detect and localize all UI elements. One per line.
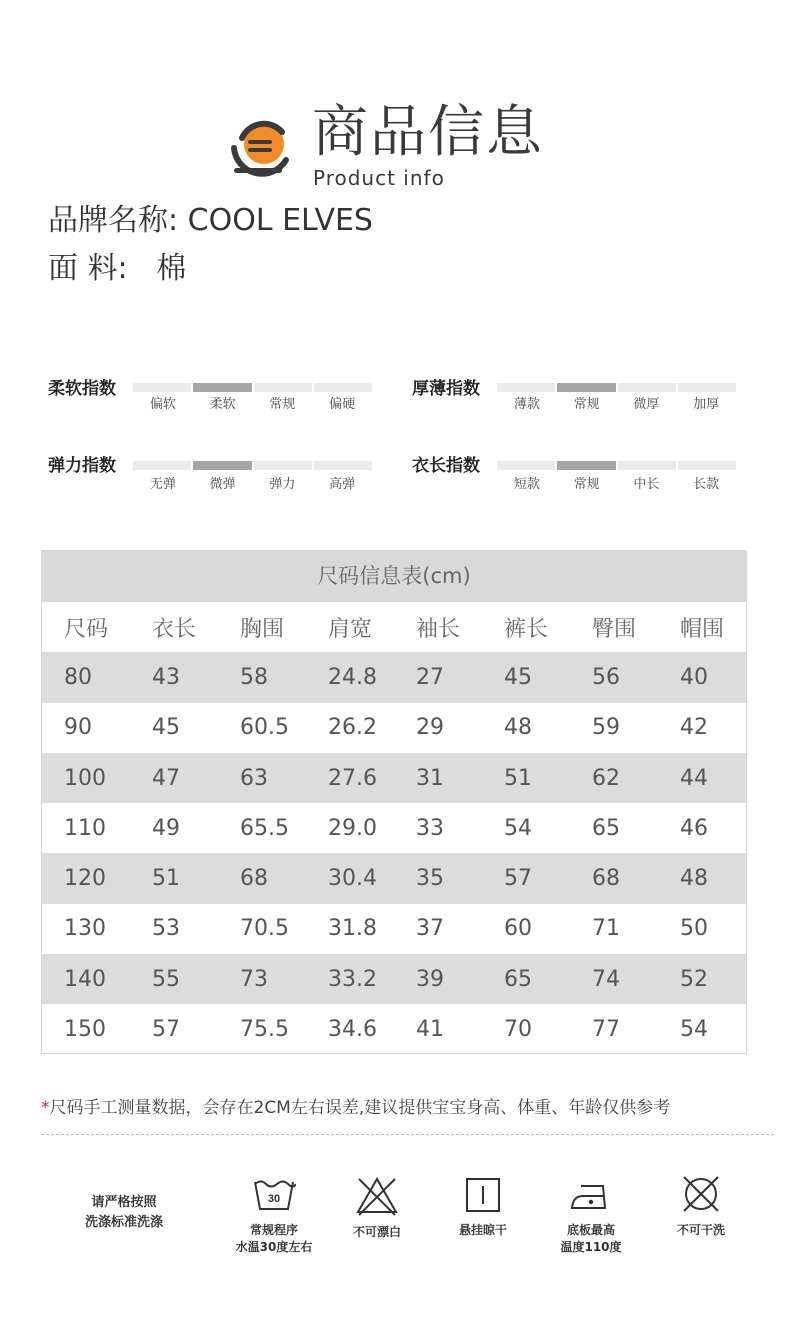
table-row <box>42 753 746 803</box>
measure-cell: 31 <box>416 765 444 791</box>
measure-cell: 27 <box>416 664 444 690</box>
measure-cell: 39 <box>416 966 444 992</box>
measure-cell: 29 <box>416 715 444 741</box>
thickness-index-bar <box>497 383 736 392</box>
measure-cell: 63 <box>240 765 268 791</box>
column-header: 胸围 <box>240 616 285 642</box>
thickness-option: 常规 <box>573 397 600 412</box>
column-header: 肩宽 <box>328 616 373 642</box>
measure-cell: 59 <box>592 715 620 741</box>
thickness-segment-selected <box>557 383 615 392</box>
column-header: 衣长 <box>152 616 197 642</box>
elasticity-segment <box>314 461 372 470</box>
measure-cell: 57 <box>152 1017 180 1043</box>
care-label-line: 底板最高 <box>566 1223 615 1237</box>
table-row <box>42 803 746 853</box>
elasticity-index-title: 弹力指数 <box>48 456 116 476</box>
elasticity-option: 弹力 <box>269 477 296 492</box>
measure-cell: 46 <box>680 815 708 841</box>
elasticity-segment-selected <box>193 461 251 470</box>
size-cell: 140 <box>64 966 106 992</box>
care-item-dry-clean <box>646 1172 756 1239</box>
table-row <box>42 954 746 1004</box>
column-header: 袖长 <box>416 616 461 642</box>
length-segment-selected <box>557 461 615 470</box>
size-cell: 100 <box>64 765 106 791</box>
care-label <box>219 1222 329 1256</box>
elasticity-index-labels <box>133 477 372 493</box>
size-cell: 150 <box>64 1017 106 1043</box>
size-table-body <box>42 652 746 1054</box>
softness-segment <box>314 383 372 392</box>
wash-temp-number: 30 <box>267 1193 281 1205</box>
thickness-option: 加厚 <box>693 397 720 412</box>
measure-cell: 57 <box>504 866 532 892</box>
table-row <box>42 904 746 954</box>
elasticity-option: 无弹 <box>149 477 176 492</box>
measure-cell: 68 <box>240 866 268 892</box>
measure-cell: 70 <box>504 1017 532 1043</box>
brand-label: 品牌名称: <box>48 203 179 238</box>
measure-cell: 70.5 <box>240 916 289 942</box>
measure-cell: 51 <box>504 765 532 791</box>
measure-cell: 60.5 <box>240 715 289 741</box>
size-table <box>41 550 747 1054</box>
softness-option: 偏硬 <box>329 397 356 412</box>
measure-cell: 50 <box>680 916 708 942</box>
care-label <box>646 1222 756 1239</box>
column-header: 帽围 <box>680 616 725 642</box>
length-option: 长款 <box>693 477 720 492</box>
measure-cell: 42 <box>680 715 708 741</box>
measure-cell: 34.6 <box>328 1017 377 1043</box>
length-index-labels <box>497 477 736 493</box>
column-header: 臀围 <box>592 616 637 642</box>
softness-option: 偏软 <box>149 397 176 412</box>
size-cell: 130 <box>64 916 106 942</box>
measure-cell: 65 <box>504 966 532 992</box>
measure-cell: 62 <box>592 765 620 791</box>
hang-dry-icon <box>463 1176 503 1214</box>
size-cell: 120 <box>64 866 106 892</box>
softness-index-labels <box>133 397 372 413</box>
softness-index-title: 柔软指数 <box>48 379 116 399</box>
dotted-divider <box>41 1134 774 1135</box>
elasticity-index-bar <box>133 461 372 470</box>
elasticity-option: 微弹 <box>209 477 236 492</box>
note-asterisk: * <box>41 1098 50 1118</box>
softness-option: 柔软 <box>209 397 236 412</box>
softness-segment <box>133 383 191 392</box>
no-bleach-icon <box>355 1176 399 1216</box>
measure-cell: 45 <box>152 715 180 741</box>
thickness-segment <box>678 383 736 392</box>
size-table-header <box>42 602 746 652</box>
measure-cell: 56 <box>592 664 620 690</box>
note-text: 尺码手工测量数据，会存在2CM左右误差,建议提供宝宝身高、体重、年龄仅供参考 <box>49 1098 671 1118</box>
care-item-dry <box>428 1176 538 1239</box>
length-option: 中长 <box>633 477 660 492</box>
size-cell: 80 <box>64 664 92 690</box>
fabric-value: 棉 <box>156 251 187 286</box>
table-row <box>42 652 746 702</box>
length-segment <box>497 461 555 470</box>
care-label <box>428 1222 538 1239</box>
measure-cell: 30.4 <box>328 866 377 892</box>
measure-cell: 29.0 <box>328 815 377 841</box>
measure-cell: 52 <box>680 966 708 992</box>
measure-cell: 45 <box>504 664 532 690</box>
care-label-line: 不可干洗 <box>676 1223 725 1237</box>
measure-cell: 54 <box>680 1017 708 1043</box>
care-intro <box>78 1193 170 1233</box>
measure-cell: 73 <box>240 966 268 992</box>
measure-cell: 48 <box>504 715 532 741</box>
measure-cell: 41 <box>416 1017 444 1043</box>
size-cell: 110 <box>64 815 106 841</box>
page-subtitle: Product info <box>313 166 445 190</box>
softness-segment <box>254 383 312 392</box>
measure-cell: 53 <box>152 916 180 942</box>
brand-value: COOL ELVES <box>187 203 373 238</box>
elasticity-option: 高弹 <box>329 477 356 492</box>
thickness-segment <box>618 383 676 392</box>
thickness-segment <box>497 383 555 392</box>
care-label-line: 水温30度左右 <box>235 1240 313 1254</box>
elasticity-segment <box>133 461 191 470</box>
softness-segment-selected <box>193 383 251 392</box>
measure-cell: 77 <box>592 1017 620 1043</box>
care-item-wash <box>219 1176 329 1256</box>
measure-cell: 55 <box>152 966 180 992</box>
measure-cell: 35 <box>416 866 444 892</box>
table-row <box>42 853 746 903</box>
measure-cell: 65 <box>592 815 620 841</box>
elasticity-segment <box>254 461 312 470</box>
measure-cell: 47 <box>152 765 180 791</box>
thickness-index-title: 厚薄指数 <box>412 379 480 399</box>
care-label-line: 常规程序 <box>249 1223 298 1237</box>
measure-cell: 31.8 <box>328 916 377 942</box>
thickness-index-labels <box>497 397 736 413</box>
measure-cell: 71 <box>592 916 620 942</box>
care-intro-line: 请严格按照 <box>91 1195 157 1210</box>
measure-cell: 74 <box>592 966 620 992</box>
fabric-row <box>48 249 186 289</box>
measure-cell: 65.5 <box>240 815 289 841</box>
measure-cell: 51 <box>152 866 180 892</box>
no-dry-clean-icon <box>679 1172 723 1216</box>
measure-cell: 24.8 <box>328 664 377 690</box>
wash-30-icon <box>252 1176 296 1214</box>
care-label-line: 悬挂晾干 <box>458 1223 507 1237</box>
size-table-caption: 尺码信息表(cm) <box>42 551 746 602</box>
column-header: 尺码 <box>64 616 109 642</box>
measure-cell: 49 <box>152 815 180 841</box>
table-row <box>42 1004 746 1054</box>
measure-cell: 54 <box>504 815 532 841</box>
length-segment <box>618 461 676 470</box>
care-label <box>536 1222 646 1256</box>
measure-cell: 68 <box>592 866 620 892</box>
measure-cell: 44 <box>680 765 708 791</box>
measure-cell: 48 <box>680 866 708 892</box>
length-option: 短款 <box>513 477 540 492</box>
thickness-option: 薄款 <box>513 397 540 412</box>
fabric-label: 面 料: <box>48 251 128 286</box>
care-item-iron <box>536 1176 646 1256</box>
care-label-line: 不可漂白 <box>352 1225 401 1239</box>
measure-cell: 26.2 <box>328 715 377 741</box>
measure-cell: 43 <box>152 664 180 690</box>
thickness-option: 微厚 <box>633 397 660 412</box>
length-index-title: 衣长指数 <box>412 456 480 476</box>
table-row <box>42 703 746 753</box>
length-option: 常规 <box>573 477 600 492</box>
care-label-line: 温度110度 <box>560 1240 622 1254</box>
softness-option: 常规 <box>269 397 296 412</box>
care-label <box>322 1224 432 1241</box>
care-intro-line: 洗涤标准洗涤 <box>84 1215 163 1230</box>
length-index-bar <box>497 461 736 470</box>
size-cell: 90 <box>64 715 92 741</box>
measure-cell: 58 <box>240 664 268 690</box>
measure-cell: 60 <box>504 916 532 942</box>
care-item-bleach <box>322 1176 432 1241</box>
measure-cell: 75.5 <box>240 1017 289 1043</box>
page-title: 商品信息 <box>312 100 544 165</box>
measure-cell: 33.2 <box>328 966 377 992</box>
measurement-note <box>41 1097 670 1119</box>
measure-cell: 40 <box>680 664 708 690</box>
measure-cell: 37 <box>416 916 444 942</box>
length-segment <box>678 461 736 470</box>
measure-cell: 33 <box>416 815 444 841</box>
measure-cell: 27.6 <box>328 765 377 791</box>
product-info-logo-icon <box>228 114 294 180</box>
brand-row <box>48 201 373 241</box>
softness-index-bar <box>133 383 372 392</box>
iron-icon <box>569 1176 613 1214</box>
column-header: 裤长 <box>504 616 549 642</box>
